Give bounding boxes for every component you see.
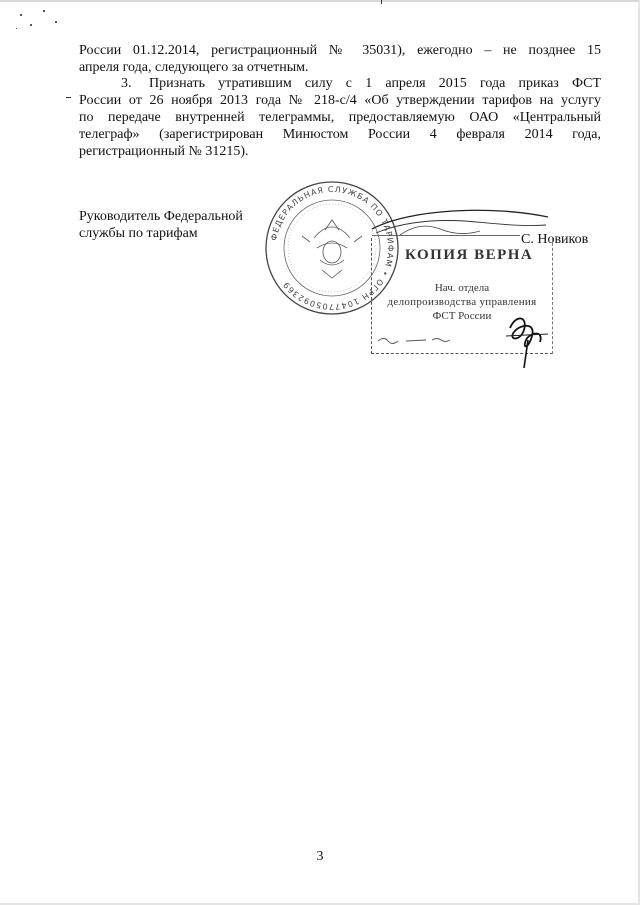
text-line: России 01.12.2014, регистрационный № 35031), ежегодно – не позднее 15 <box>79 43 601 58</box>
text-fragment: Признать утратившим силу с 1 апреля 2015 года приказ ФСТ <box>149 76 601 91</box>
paragraph-continuation <box>79 42 601 76</box>
scan-speck <box>30 24 32 26</box>
scan-speck <box>55 21 57 23</box>
margin-mark <box>66 97 71 98</box>
signer-position <box>79 208 243 242</box>
stamp-text: Нач. отдела <box>434 282 490 294</box>
position-line: Руководитель Федеральной <box>79 209 243 224</box>
stamp-text: ФСТ России <box>432 310 492 322</box>
handwritten-date-image <box>376 335 476 345</box>
scan-speck <box>16 28 17 29</box>
text-line: России от 26 ноября 2013 года № 218-с/4 «Об утверждении тарифов на услугу <box>79 93 601 108</box>
copy-certification-stamp <box>371 238 553 354</box>
text-line: регистрационный № 31215). <box>79 144 249 159</box>
stamp-title: КОПИЯ ВЕРНА <box>405 247 534 263</box>
stamp-text: делопроизводства управления <box>387 296 537 308</box>
text-line: телеграф» (зарегистрирован Минюстом России 4 февраля 2014 года, <box>79 127 601 142</box>
paragraph-item-3 <box>79 75 601 160</box>
signer-name: С. Новиков <box>521 232 589 247</box>
margin-mark <box>381 0 382 4</box>
handwritten-initials-image <box>502 310 552 370</box>
seal-text: ФЕДЕРАЛЬНАЯ СЛУЖБА ПО ТАРИФАМ • ОГРН 1047705092369 <box>269 184 396 312</box>
scan-edge-top <box>0 0 640 2</box>
scan-speck <box>43 10 45 12</box>
text-line: апреля года, следующего за отчетным. <box>79 60 309 75</box>
page-number: 3 <box>316 849 324 864</box>
scan-speck <box>20 14 22 16</box>
text-line <box>79 75 601 92</box>
text-line: по передаче внутренней телеграммы, предоставляемую ОАО «Центральный <box>79 110 601 125</box>
item-number: 3. <box>121 76 132 91</box>
position-line: службы по тарифам <box>79 226 198 241</box>
